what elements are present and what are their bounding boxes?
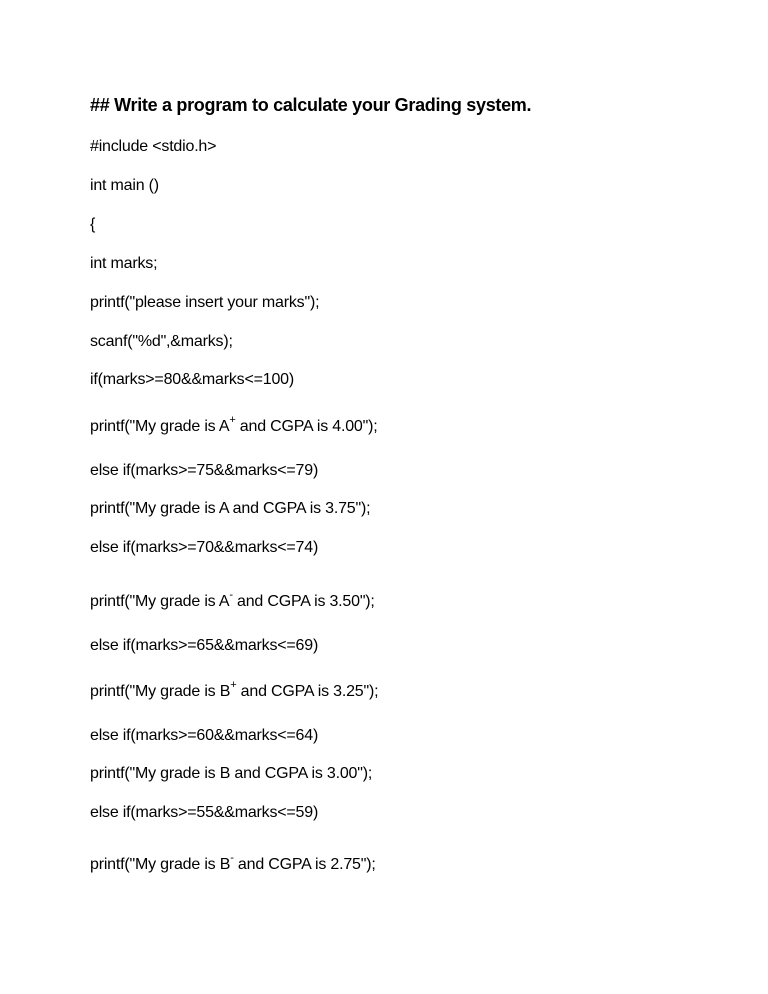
code-text: printf("My grade is B and CGPA is 3.00"); bbox=[90, 765, 373, 782]
code-line-elseif-65 bbox=[90, 636, 318, 656]
code-line-printf-b-minus bbox=[90, 851, 376, 875]
code-line-if-80 bbox=[90, 370, 294, 390]
code-line-declare-marks bbox=[90, 254, 157, 274]
code-line-elseif-75 bbox=[90, 461, 318, 481]
grade-superscript: + bbox=[230, 678, 237, 691]
code-text: printf("My grade is A bbox=[90, 593, 230, 610]
code-text: else if(marks>=70&&marks<=74) bbox=[90, 539, 319, 556]
code-text: printf("My grade is A bbox=[90, 418, 230, 435]
code-text: { bbox=[90, 216, 96, 233]
code-line-printf-b bbox=[90, 764, 372, 784]
code-text: else if(marks>=55&&marks<=59) bbox=[90, 804, 319, 821]
code-line-open-brace bbox=[90, 215, 95, 235]
code-text: int main () bbox=[90, 177, 159, 194]
code-line-include bbox=[90, 137, 216, 157]
code-line-scanf bbox=[90, 332, 233, 352]
code-line-elseif-60 bbox=[90, 726, 318, 746]
document-heading: ## Write a program to calculate your Grading system. bbox=[90, 95, 532, 115]
code-line-elseif-70 bbox=[90, 538, 318, 558]
code-text-tail: and CGPA is 3.25"); bbox=[236, 683, 379, 700]
code-line-printf-a-plus bbox=[90, 413, 378, 437]
grade-superscript: + bbox=[229, 413, 236, 426]
code-line-printf-b-plus bbox=[90, 678, 379, 702]
code-text: printf("My grade is B bbox=[90, 856, 231, 873]
code-line-elseif-55 bbox=[90, 803, 318, 823]
code-text: else if(marks>=60&&marks<=64) bbox=[90, 727, 319, 744]
code-text: else if(marks>=75&&marks<=79) bbox=[90, 462, 319, 479]
code-text: int marks; bbox=[90, 255, 158, 272]
code-text: printf("please insert your marks"); bbox=[90, 294, 320, 311]
code-text-tail: and CGPA is 4.00"); bbox=[235, 418, 378, 435]
code-line-printf-a bbox=[90, 499, 370, 519]
code-text: printf("My grade is B bbox=[90, 683, 231, 700]
code-line-printf-a-minus bbox=[90, 588, 375, 612]
code-text: printf("My grade is A and CGPA is 3.75"); bbox=[90, 500, 371, 517]
grade-superscript: - bbox=[230, 851, 234, 864]
code-text-tail: and CGPA is 3.50"); bbox=[232, 593, 375, 610]
code-text: scanf("%d",&marks); bbox=[90, 333, 233, 350]
code-text: #include <stdio.h> bbox=[90, 138, 217, 155]
code-text: if(marks>=80&&marks<=100) bbox=[90, 371, 294, 388]
grade-superscript: - bbox=[229, 588, 233, 601]
code-text: else if(marks>=65&&marks<=69) bbox=[90, 637, 319, 654]
code-line-printf-prompt bbox=[90, 293, 319, 313]
code-line-main bbox=[90, 176, 159, 196]
code-text-tail: and CGPA is 2.75"); bbox=[233, 856, 376, 873]
